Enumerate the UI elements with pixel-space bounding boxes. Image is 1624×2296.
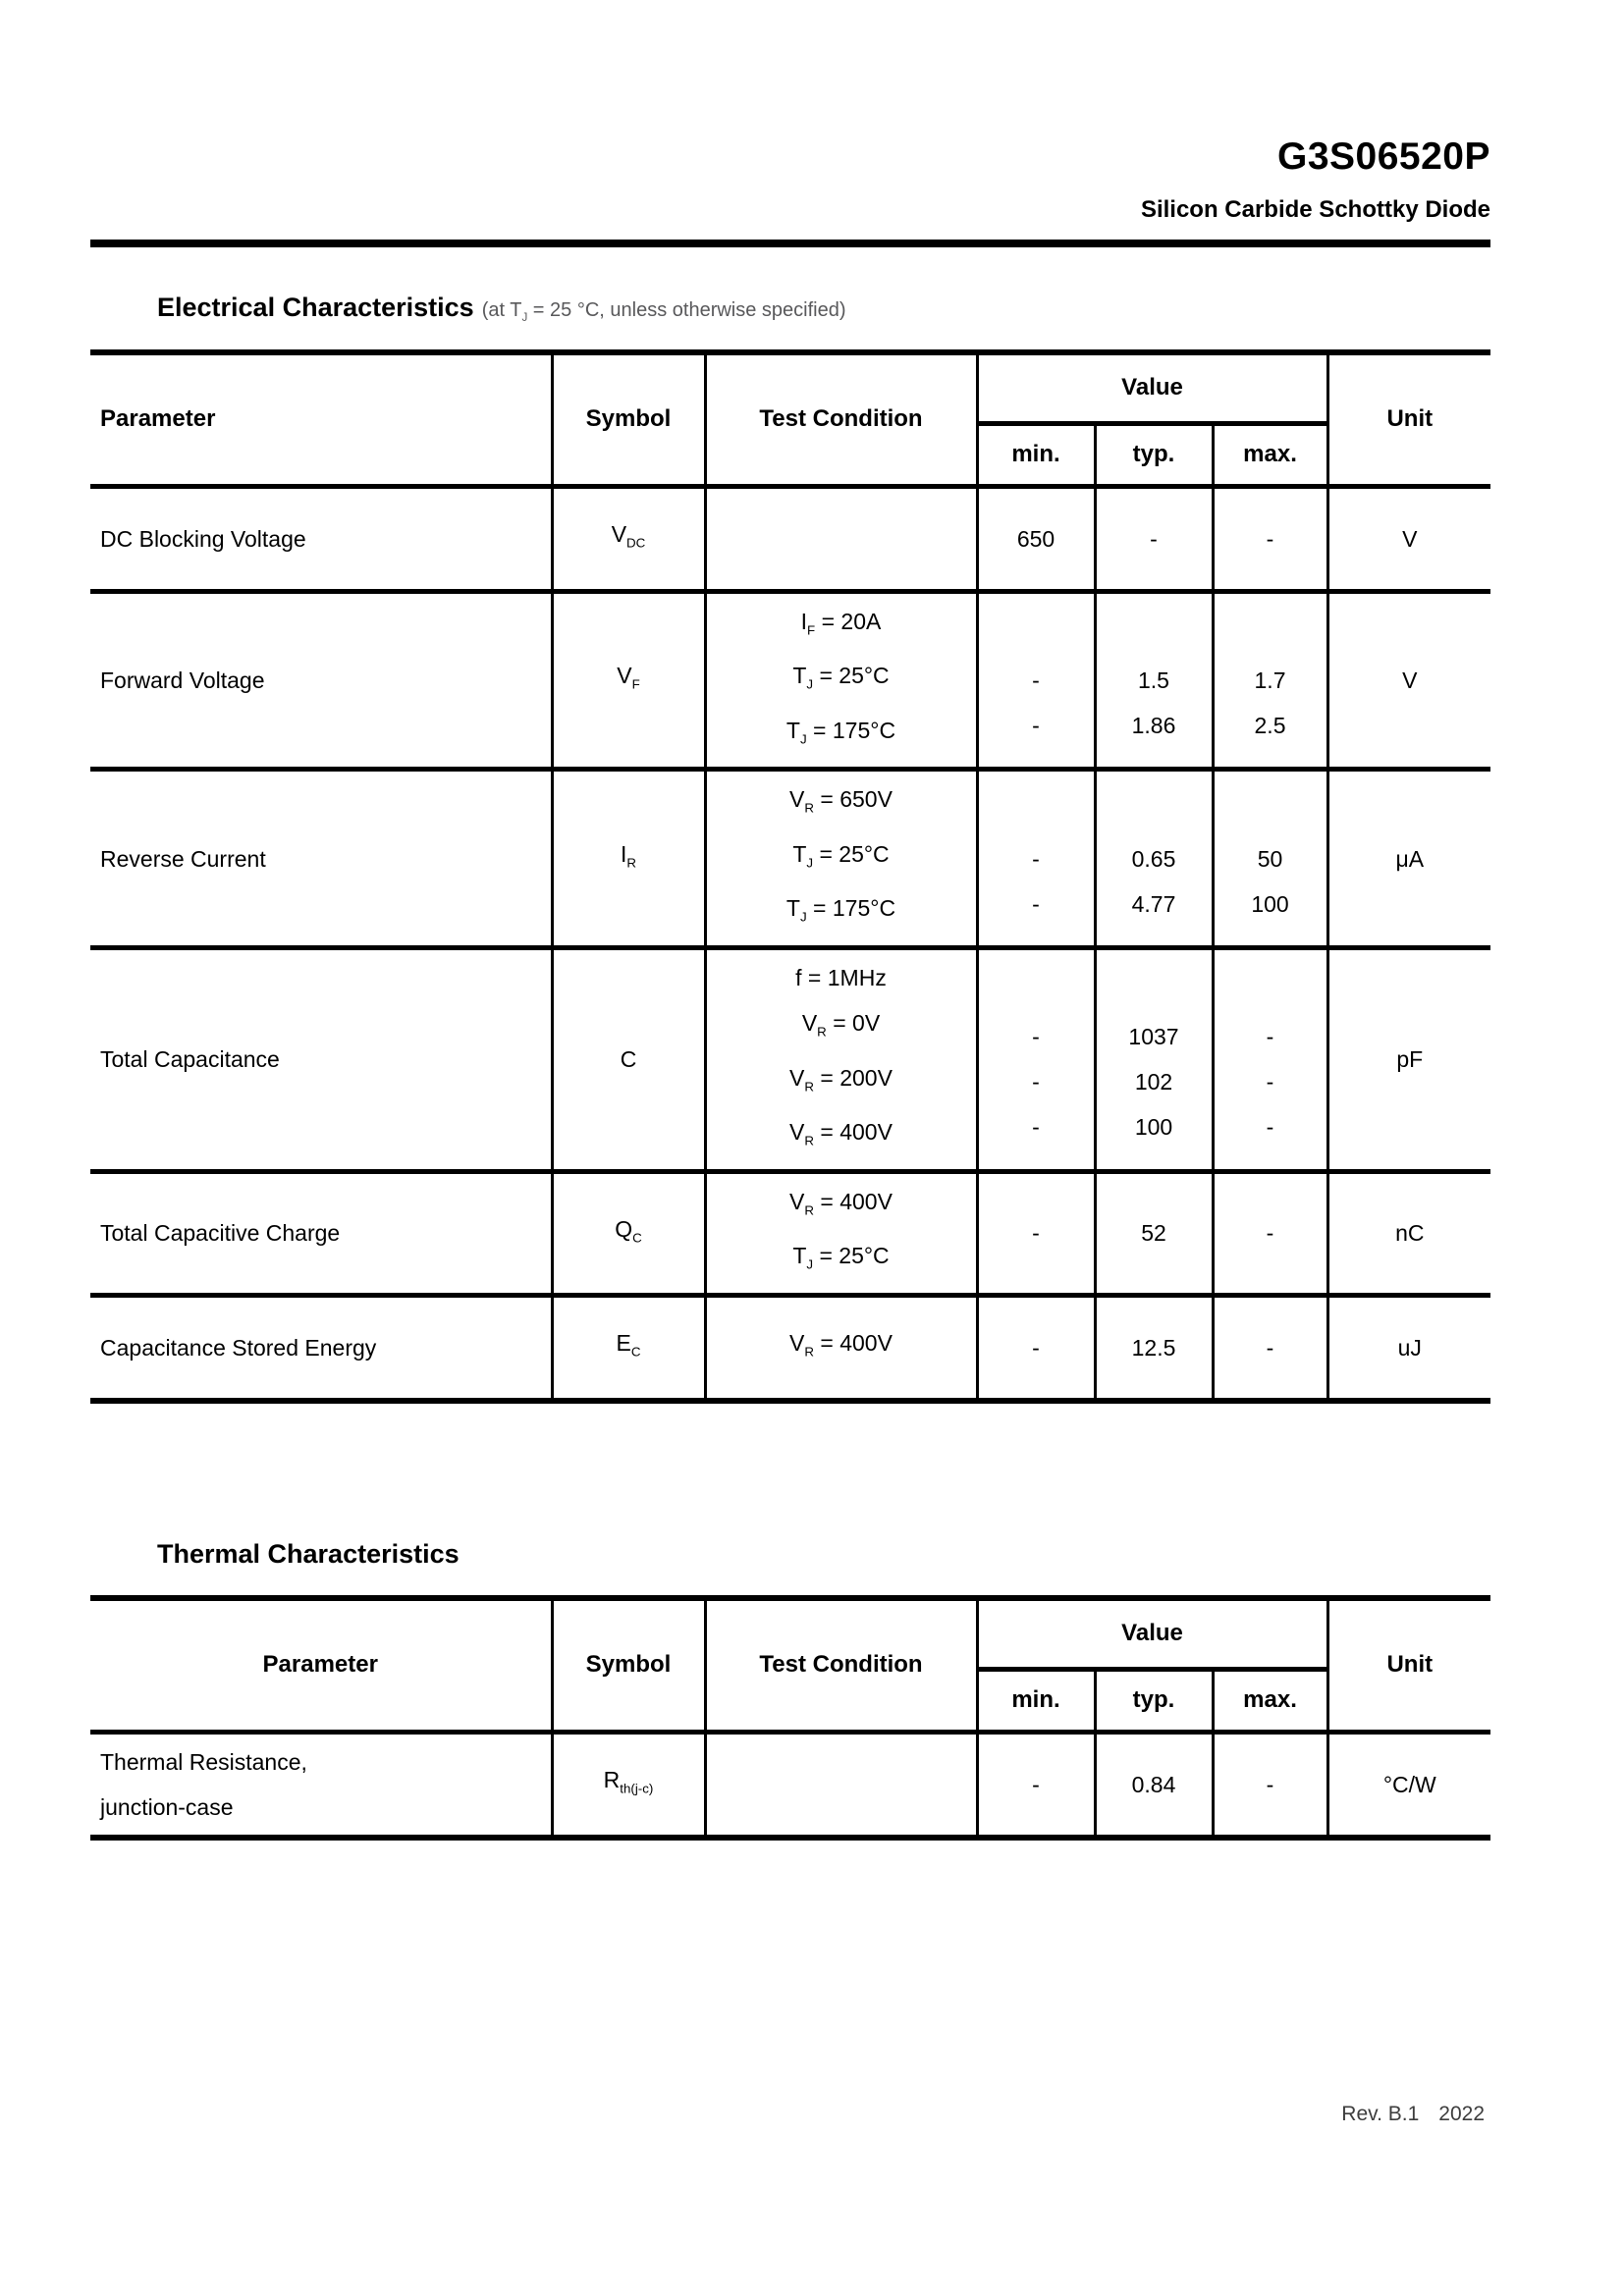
- cell-line: -: [1150, 525, 1158, 552]
- cell-line: $T_J = 25^\circ C$: [792, 1243, 890, 1273]
- cell-line: $Q_C$: [615, 1215, 642, 1246]
- thermal-table-head: [90, 1598, 1490, 1732]
- symbol-cell: [552, 948, 705, 1172]
- typ-cell: [1095, 1296, 1213, 1402]
- cell-line: pF: [1396, 1046, 1424, 1073]
- parameter-cell: [90, 1732, 552, 1838]
- condition-cell: [705, 1296, 977, 1402]
- cell-line: $T_J = 25^\circ C$: [792, 663, 890, 692]
- min-cell: [977, 1732, 1095, 1838]
- cell-line: $V_R = 400V$: [789, 1119, 893, 1148]
- max-cell: [1213, 1171, 1327, 1295]
- typ-cell: [1095, 1732, 1213, 1838]
- cell-line: $I_R$: [620, 840, 637, 871]
- min-cell: [977, 591, 1095, 770]
- section-title-text: Electrical Characteristics: [157, 293, 474, 322]
- col-max: max.: [1213, 1669, 1327, 1732]
- col-value: Value: [977, 352, 1327, 423]
- table-row: [90, 1171, 1490, 1295]
- min-cell: [977, 1296, 1095, 1402]
- section-title-text: Thermal Characteristics: [157, 1539, 460, 1570]
- cell-line: [1101, 969, 1208, 1014]
- cell-line: $V_R = 0V$: [801, 1010, 881, 1040]
- condition-cell: [705, 1732, 977, 1838]
- parameter-cell: [90, 948, 552, 1172]
- cell-line: $V_F$: [617, 663, 640, 692]
- col-typ: typ.: [1095, 423, 1213, 486]
- page-content: [90, 135, 1490, 1841]
- header-rule: [90, 240, 1490, 247]
- cell-line: -: [1032, 890, 1040, 917]
- typ-cell: [1095, 948, 1213, 1172]
- cell-line: 4.77: [1131, 890, 1176, 917]
- thermal-table-body: [90, 1732, 1490, 1838]
- cell-line: $V_{DC}$: [611, 520, 646, 551]
- table-row: [90, 591, 1490, 770]
- col-test-condition: Test Condition: [705, 352, 977, 486]
- table-row: [90, 770, 1490, 948]
- cell-line: junction-case: [100, 1793, 234, 1820]
- electrical-table-body: [90, 486, 1490, 1401]
- cell-line: 1.5: [1138, 667, 1169, 693]
- footer-rev-label: Rev. B.1: [1341, 2103, 1420, 2125]
- condition-cell: [705, 486, 977, 591]
- max-cell: [1213, 1732, 1327, 1838]
- symbol-cell: [552, 1171, 705, 1295]
- cell-line: $T_J = 25^\circ C$: [792, 840, 890, 871]
- condition-cell: [705, 770, 977, 948]
- col-test-condition: Test Condition: [705, 1598, 977, 1732]
- max-cell: [1213, 591, 1327, 770]
- cell-line: 0.65: [1131, 845, 1176, 872]
- max-cell: [1213, 770, 1327, 948]
- col-min: min.: [977, 423, 1095, 486]
- cell-line: 102: [1134, 1069, 1173, 1095]
- electrical-table-head: [90, 352, 1490, 486]
- electrical-table: [90, 349, 1490, 1404]
- unit-cell: [1327, 591, 1490, 770]
- col-parameter: Parameter: [90, 1598, 552, 1732]
- cell-line: -: [1032, 712, 1040, 738]
- parameter-cell: [90, 1296, 552, 1402]
- table-row: [90, 486, 1490, 591]
- parameter-cell: [90, 486, 552, 591]
- cell-line: C: [620, 1046, 637, 1073]
- condition-cell: [705, 591, 977, 770]
- section-title-electrical: [90, 293, 1490, 324]
- col-max: max.: [1213, 423, 1327, 486]
- cell-line: -: [1266, 1771, 1274, 1797]
- min-cell: [977, 486, 1095, 591]
- cell-line: $V_R = 400V$: [789, 1188, 893, 1218]
- cell-line: [1101, 791, 1208, 836]
- cell-line: [711, 1762, 972, 1807]
- cell-line: Reverse Current: [100, 845, 266, 872]
- max-cell: [1213, 1296, 1327, 1402]
- parameter-cell: [90, 591, 552, 770]
- typ-cell: [1095, 486, 1213, 591]
- col-value: Value: [977, 1598, 1327, 1669]
- unit-cell: [1327, 486, 1490, 591]
- max-cell: [1213, 948, 1327, 1172]
- footer-revision: [1341, 2103, 1485, 2126]
- cell-line: Total Capacitive Charge: [100, 1220, 341, 1247]
- cell-line: [1218, 613, 1323, 658]
- cell-line: [711, 516, 972, 561]
- condition-cell: [705, 1171, 977, 1295]
- col-min: min.: [977, 1669, 1095, 1732]
- max-cell: [1213, 486, 1327, 591]
- symbol-cell: [552, 1732, 705, 1838]
- cell-line: μA: [1395, 845, 1425, 872]
- cell-line: -: [1032, 1220, 1040, 1247]
- cell-line: 1037: [1128, 1024, 1179, 1050]
- unit-cell: [1327, 1171, 1490, 1295]
- cell-line: uJ: [1397, 1335, 1422, 1362]
- typ-cell: [1095, 1171, 1213, 1295]
- cell-line: [983, 613, 1090, 658]
- cell-line: 100: [1251, 890, 1289, 917]
- col-symbol: Symbol: [552, 1598, 705, 1732]
- thermal-table: [90, 1595, 1490, 1841]
- cell-line: 1.7: [1254, 667, 1286, 693]
- table-row: [90, 1296, 1490, 1402]
- min-cell: [977, 948, 1095, 1172]
- cell-line: [1101, 613, 1208, 658]
- symbol-cell: [552, 1296, 705, 1402]
- cell-line: 650: [1016, 525, 1056, 552]
- section-note: (at $T_J = 25$ °C, unless otherwise specified): [481, 299, 846, 324]
- cell-line: [1218, 969, 1323, 1014]
- header-row: [90, 352, 1490, 423]
- cell-line: Thermal Resistance,: [100, 1748, 307, 1775]
- product-subtitle: Silicon Carbide Schottky Diode: [1140, 196, 1490, 223]
- cell-line: -: [1032, 1069, 1040, 1095]
- cell-line: 2.5: [1254, 712, 1286, 738]
- cell-line: $T_J = 175^\circ C$: [785, 717, 896, 747]
- cell-line: $V_R = 650V$: [789, 786, 893, 816]
- section-title-thermal: [90, 1539, 1490, 1570]
- min-cell: [977, 1171, 1095, 1295]
- header-row: [90, 1598, 1490, 1669]
- cell-line: [983, 969, 1090, 1014]
- cell-line: 0.84: [1131, 1771, 1176, 1797]
- cell-line: -: [1032, 667, 1040, 693]
- cell-line: 50: [1257, 845, 1283, 872]
- cell-line: $T_J = 175^\circ C$: [785, 895, 896, 926]
- cell-line: 52: [1141, 1220, 1166, 1247]
- cell-line: -: [1266, 1069, 1274, 1095]
- cell-line: $R_{th(j-c)}$: [603, 1766, 654, 1796]
- cell-line: nC: [1395, 1220, 1425, 1247]
- cell-line: -: [1032, 1771, 1040, 1797]
- cell-line: -: [1266, 525, 1274, 552]
- cell-line: -: [1032, 1024, 1040, 1050]
- col-parameter: Parameter: [90, 352, 552, 486]
- cell-line: -: [1032, 1114, 1040, 1141]
- unit-cell: [1327, 948, 1490, 1172]
- cell-line: $V_R = 200V$: [789, 1064, 893, 1095]
- col-typ: typ.: [1095, 1669, 1213, 1732]
- cell-line: Total Capacitance: [100, 1046, 280, 1073]
- table-row: [90, 1732, 1490, 1838]
- cell-line: -: [1032, 845, 1040, 872]
- cell-line: $I_F = 20A$: [800, 608, 882, 638]
- cell-line: V: [1402, 525, 1418, 552]
- footer-year: 2022: [1438, 2103, 1485, 2125]
- cell-line: -: [1266, 1335, 1274, 1362]
- cell-line: [983, 791, 1090, 836]
- symbol-cell: [552, 486, 705, 591]
- min-cell: [977, 770, 1095, 948]
- col-symbol: Symbol: [552, 352, 705, 486]
- cell-line: °C/W: [1382, 1771, 1436, 1797]
- unit-cell: [1327, 1732, 1490, 1838]
- cell-line: $V_R = 400V$: [789, 1330, 893, 1360]
- cell-line: $E_C$: [616, 1330, 641, 1360]
- symbol-cell: [552, 770, 705, 948]
- parameter-cell: [90, 1171, 552, 1295]
- col-unit: Unit: [1327, 1598, 1490, 1732]
- typ-cell: [1095, 591, 1213, 770]
- cell-line: -: [1032, 1335, 1040, 1362]
- document-header: [90, 135, 1490, 247]
- parameter-cell: [90, 770, 552, 948]
- table-row: [90, 948, 1490, 1172]
- col-unit: Unit: [1327, 352, 1490, 486]
- cell-line: -: [1266, 1024, 1274, 1050]
- cell-line: DC Blocking Voltage: [100, 525, 306, 552]
- section-electrical: [90, 293, 1490, 1404]
- cell-line: 100: [1134, 1114, 1173, 1141]
- cell-line: Capacitance Stored Energy: [100, 1335, 377, 1362]
- unit-cell: [1327, 770, 1490, 948]
- symbol-cell: [552, 591, 705, 770]
- cell-line: f = 1MHz: [795, 965, 887, 991]
- cell-line: [1218, 791, 1323, 836]
- condition-cell: [705, 948, 977, 1172]
- cell-line: -: [1266, 1114, 1274, 1141]
- cell-line: V: [1402, 667, 1418, 693]
- cell-line: Forward Voltage: [100, 667, 265, 693]
- cell-line: 1.86: [1131, 712, 1176, 738]
- unit-cell: [1327, 1296, 1490, 1402]
- cell-line: -: [1266, 1220, 1274, 1247]
- section-thermal: [90, 1539, 1490, 1841]
- cell-line: 12.5: [1131, 1335, 1176, 1362]
- typ-cell: [1095, 770, 1213, 948]
- page-title: G3S06520P: [1276, 135, 1490, 178]
